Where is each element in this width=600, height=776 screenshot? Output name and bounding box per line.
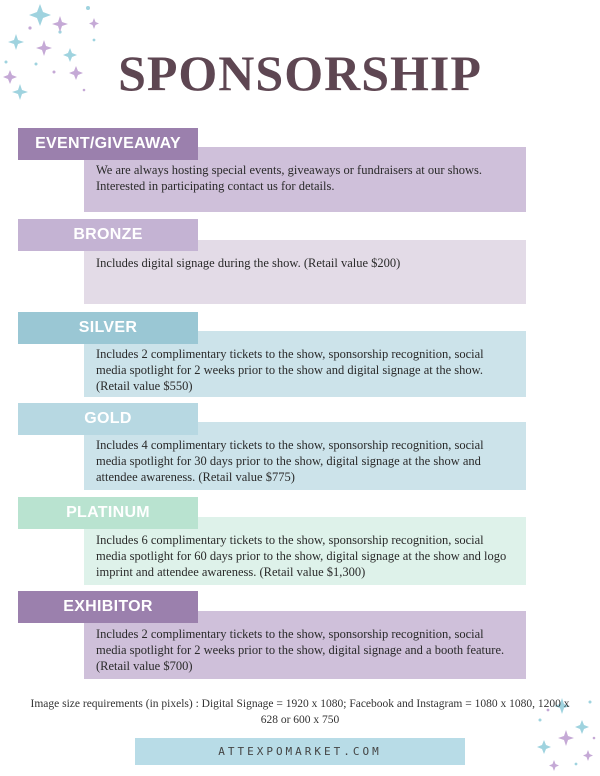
tier-label-bronze: BRONZE [18,219,198,251]
tier-label-platinum: PLATINUM [18,497,198,529]
tier-label-event-giveaway: EVENT/GIVEAWAY [18,128,198,160]
tier-description-text: Includes digital signage during the show. (Retail value $200) [96,256,401,270]
tier-description-text: Includes 6 complimentary tickets to the show, sponsorship recognition, social media spotlight for 60 days prior to the show, digital signage at the show and logo imprint and attendee awareness. (Retail value $1,300) [96,533,507,579]
image-size-requirements: Image size requirements (in pixels) : Digital Signage = 1920 x 1080; Facebook and Instagram = 1080 x 1080, 1200 x 628 or 600 x 750 [30,698,570,726]
tier-description-text: Includes 2 complimentary tickets to the show, sponsorship recognition, social media spotlight for 2 weeks prior to the show and digital signage at the show. (Retail value $550) [96,347,484,393]
tier-label-exhibitor: EXHIBITOR [18,591,198,623]
tier-label-silver: SILVER [18,312,198,344]
page-title: SPONSORSHIP [118,45,482,101]
tier-label-gold: GOLD [18,403,198,435]
tier-description-text: Includes 4 complimentary tickets to the show, sponsorship recognition, social media spotlight for 30 days prior to the show, digital signage at the show and attendee awareness. (Retail value $775) [96,438,484,484]
tier-description-text: Includes 2 complimentary tickets to the show, sponsorship recognition, social media spotlight for 2 weeks prior to the show, digital signage and a booth feature. (Retail value $700) [96,627,505,673]
website-link[interactable]: ATTEXPOMARKET.COM [135,738,465,765]
tier-description-text: We are always hosting special events, giveaways or fundraisers at our shows. Interested in participating contact us for details. [96,163,483,193]
